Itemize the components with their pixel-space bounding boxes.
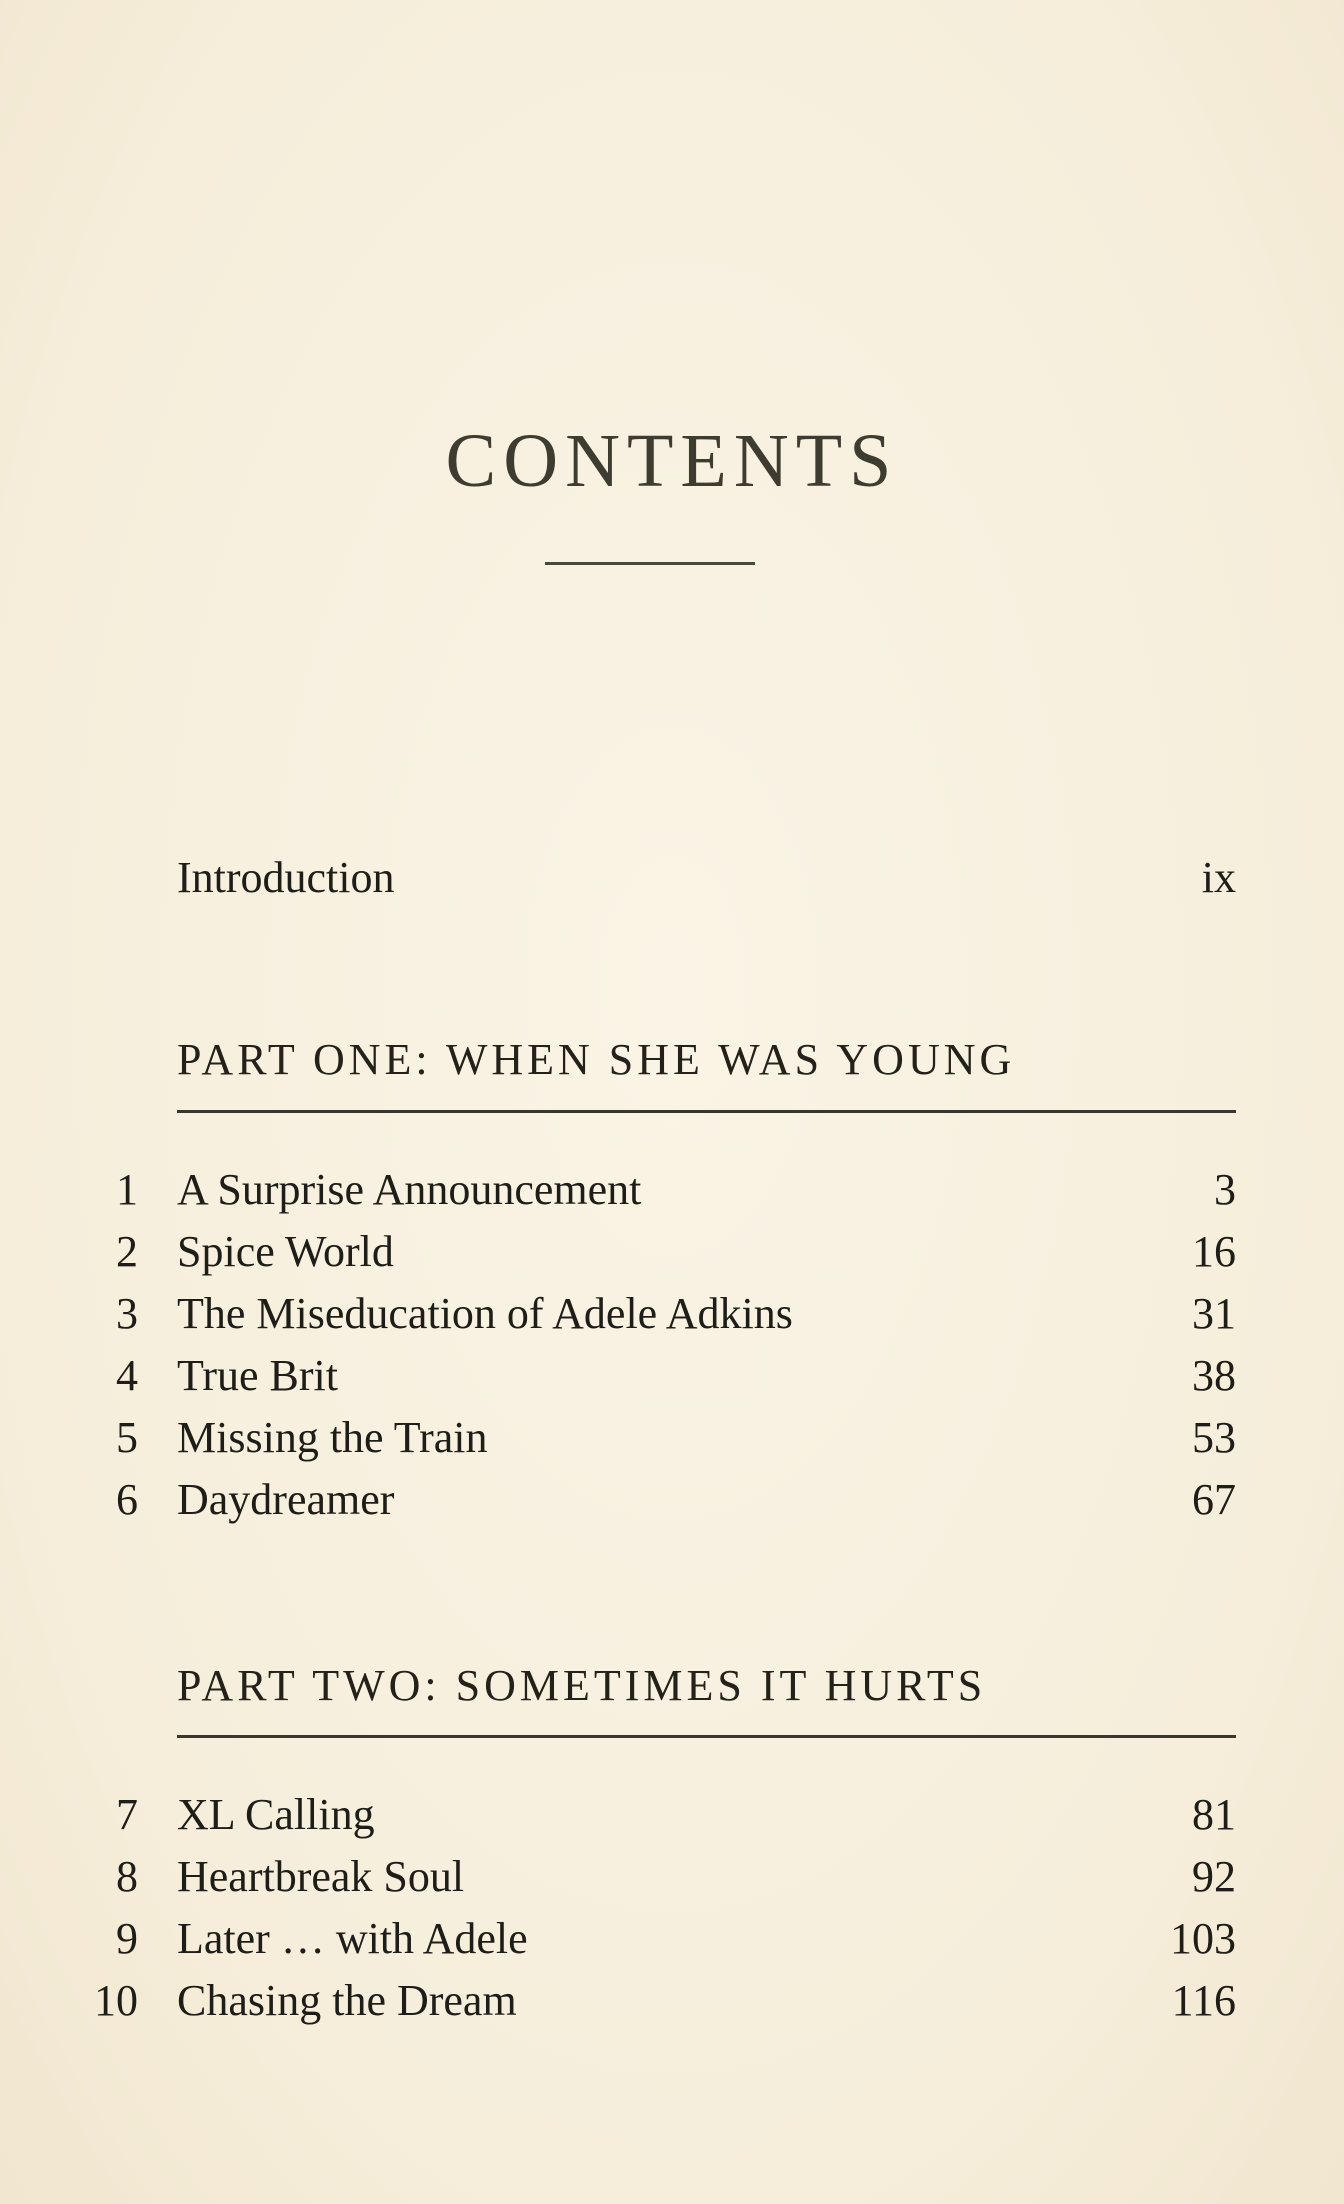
entry-page-number: 103: [1170, 1914, 1236, 1963]
toc-entry[interactable]: [0, 1470, 1344, 1530]
part-one-divider: [177, 1110, 1236, 1113]
toc-entry[interactable]: [0, 1346, 1344, 1406]
chapter-title: Daydreamer: [177, 1475, 395, 1524]
chapter-number: 4: [116, 1351, 138, 1400]
entry-page-number: 31: [1192, 1289, 1236, 1338]
chapter-title: Chasing the Dream: [177, 1976, 517, 2025]
chapter-number: 8: [116, 1852, 138, 1901]
chapter-title: Spice World: [177, 1227, 394, 1276]
chapter-title: XL Calling: [177, 1790, 375, 1839]
toc-entry[interactable]: [0, 1785, 1344, 1845]
chapter-number: 6: [116, 1475, 138, 1524]
toc-entry[interactable]: [0, 1222, 1344, 1282]
entry-page-number: 16: [1192, 1227, 1236, 1276]
toc-entry-introduction[interactable]: [0, 848, 1344, 908]
chapter-number: 5: [116, 1413, 138, 1462]
chapter-title: Later … with Adele: [177, 1914, 528, 1963]
toc-entry[interactable]: [0, 1408, 1344, 1468]
chapter-number: 1: [116, 1165, 138, 1214]
entry-page-number: ix: [1201, 853, 1236, 902]
chapter-number: 2: [116, 1227, 138, 1276]
chapter-number: 3: [116, 1289, 138, 1338]
part-one-heading: PART ONE: WHEN SHE WAS YOUNG: [177, 1035, 1016, 1084]
toc-entry[interactable]: [0, 1160, 1344, 1220]
chapter-title: The Miseducation of Adele Adkins: [177, 1289, 793, 1338]
entry-page-number: 81: [1192, 1790, 1236, 1839]
toc-entry[interactable]: [0, 1909, 1344, 1969]
toc-entry[interactable]: [0, 1971, 1344, 2031]
chapter-number: 7: [116, 1790, 138, 1839]
chapter-number: 10: [94, 1976, 138, 2025]
toc-entry[interactable]: [0, 1284, 1344, 1344]
chapter-number: 9: [116, 1914, 138, 1963]
chapter-title: A Surprise Announcement: [177, 1165, 642, 1214]
part-two-heading: PART TWO: SOMETIMES IT HURTS: [177, 1661, 987, 1710]
entry-label: Introduction: [177, 853, 395, 902]
part-two-divider: [177, 1735, 1236, 1738]
toc-entry[interactable]: [0, 1847, 1344, 1907]
entry-page-number: 116: [1171, 1976, 1236, 2025]
entry-page-number: 38: [1192, 1351, 1236, 1400]
entry-page-number: 92: [1192, 1852, 1236, 1901]
entry-page-number: 67: [1192, 1475, 1236, 1524]
contents-title: CONTENTS: [445, 419, 899, 503]
chapter-title: True Brit: [177, 1351, 338, 1400]
chapter-title: Heartbreak Soul: [177, 1852, 465, 1901]
chapter-title: Missing the Train: [177, 1413, 488, 1462]
entry-page-number: 3: [1214, 1165, 1236, 1214]
title-divider: [545, 562, 755, 565]
entry-page-number: 53: [1192, 1413, 1236, 1462]
